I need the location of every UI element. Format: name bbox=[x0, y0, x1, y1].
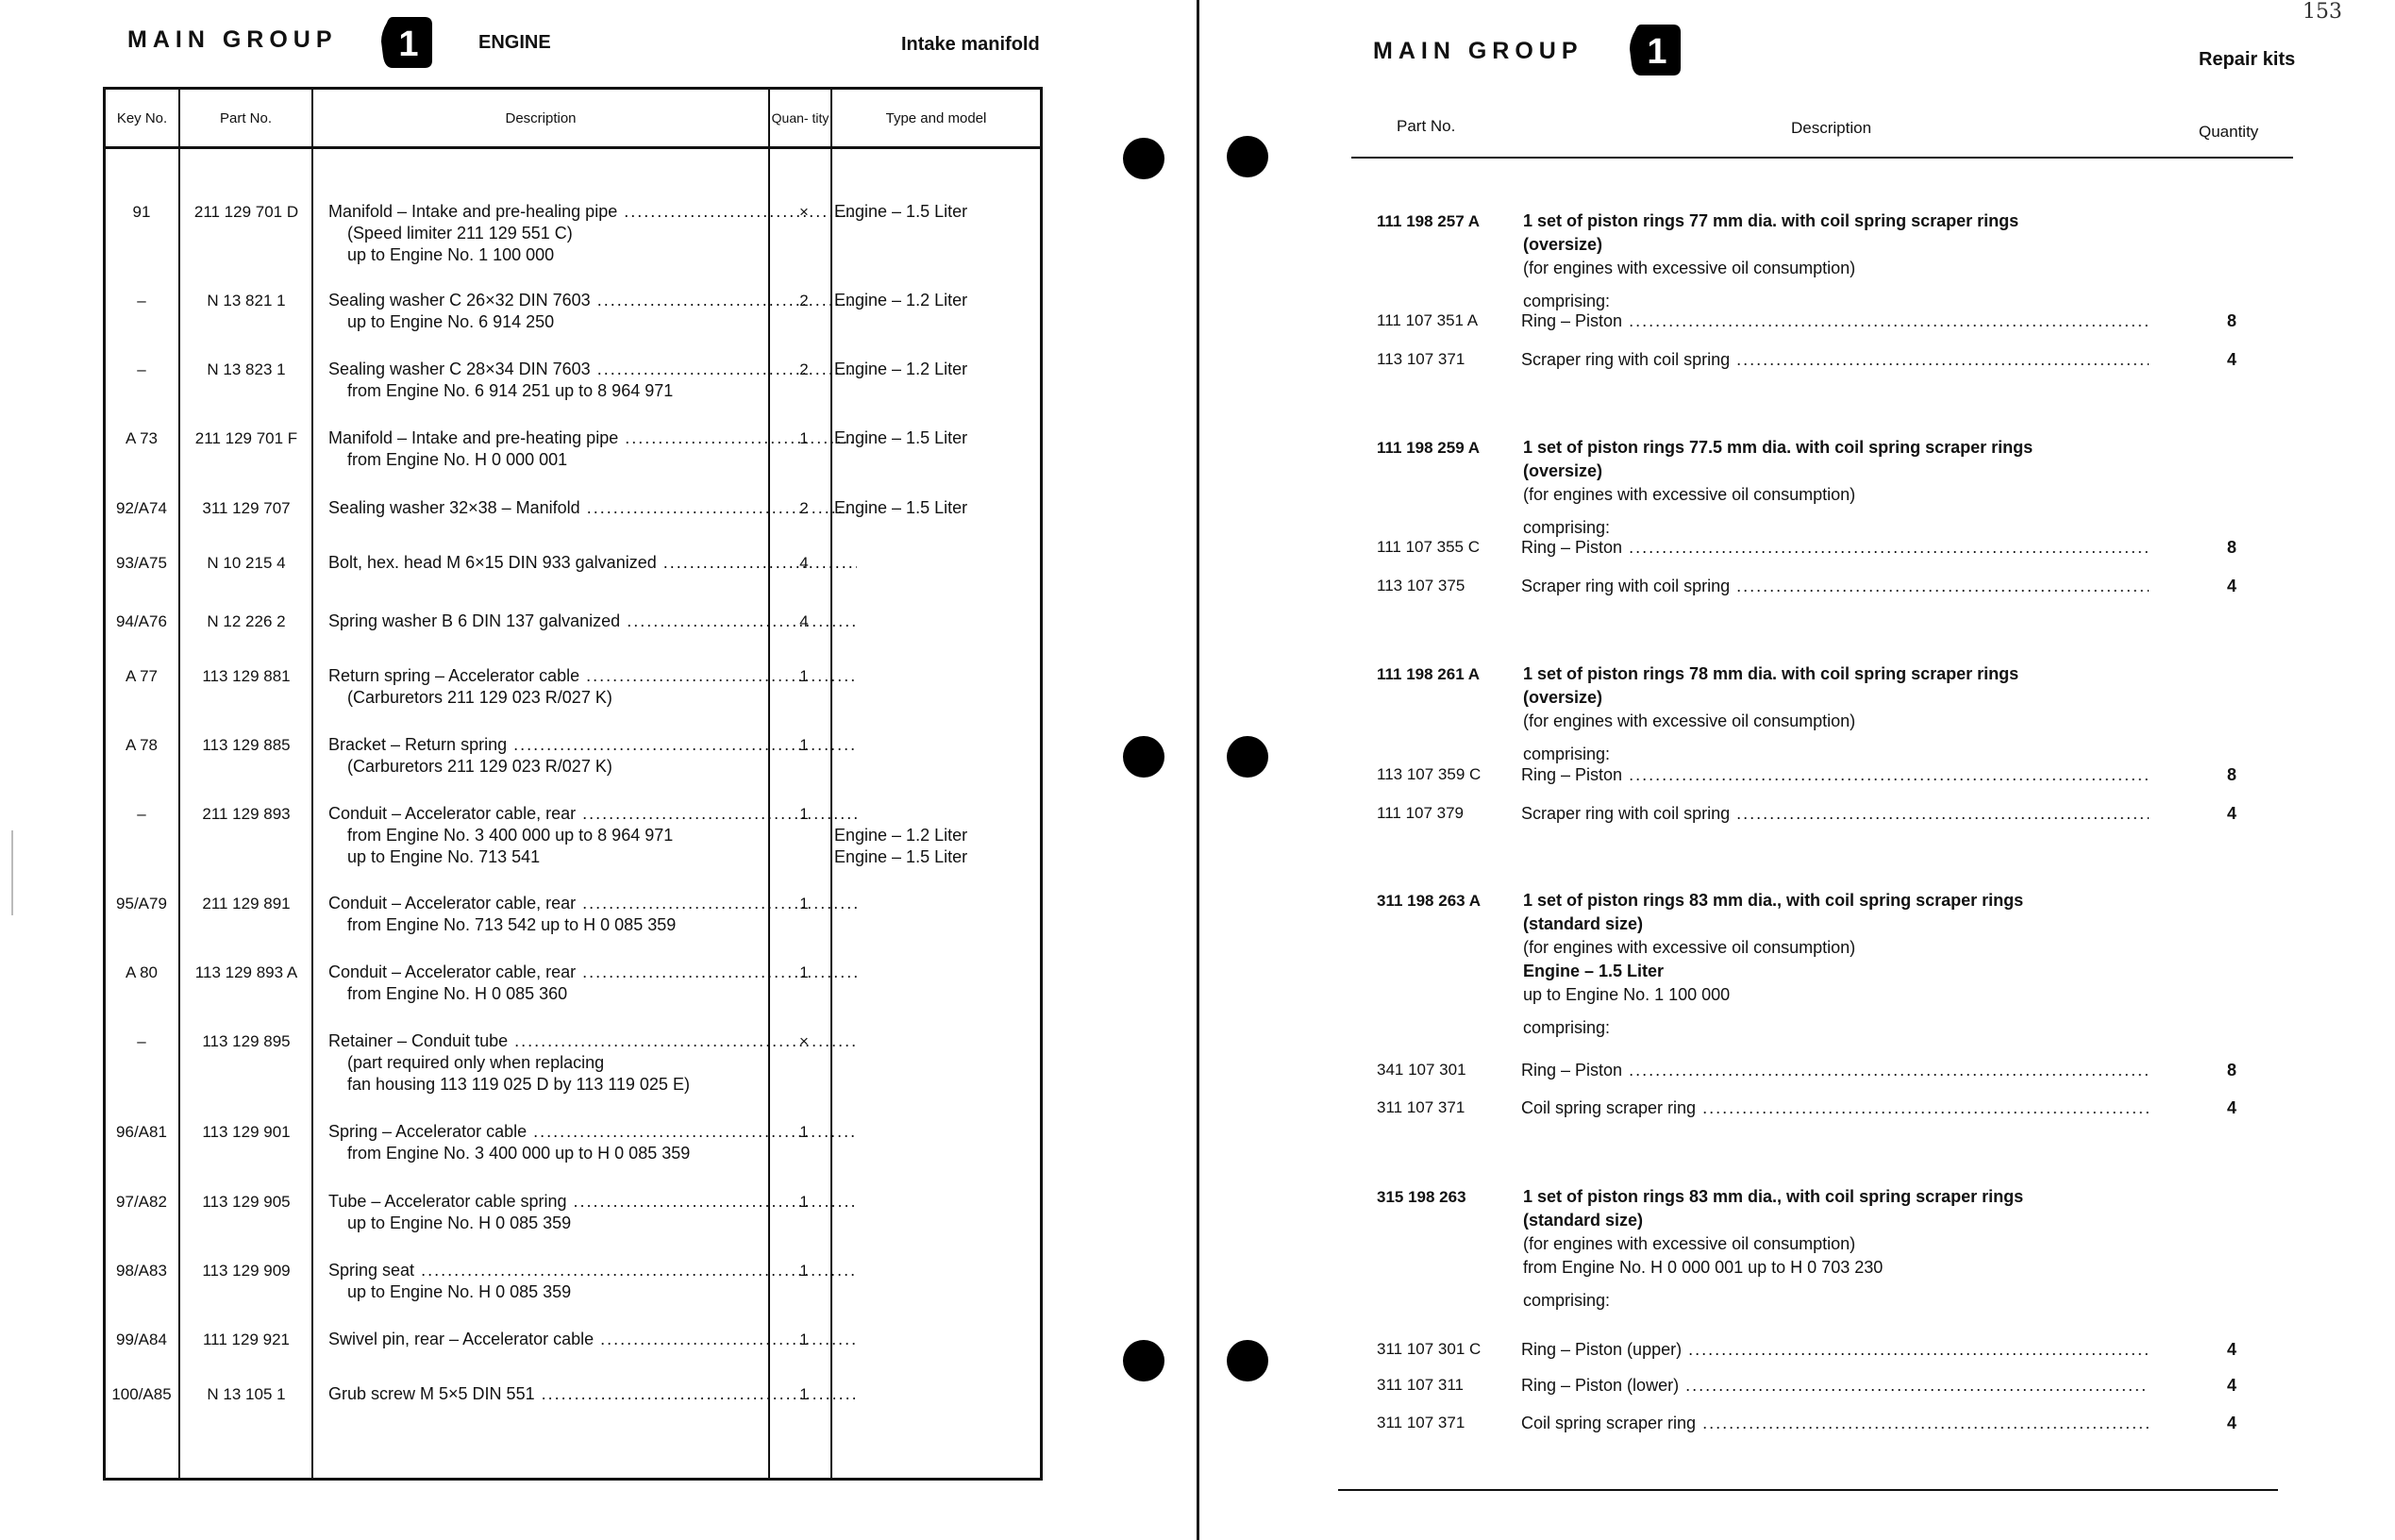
kit-title: 1 set of piston rings 78 mm dia. with coil spring scraper rings (oversize) bbox=[1523, 664, 2019, 707]
type-model-line: Engine – 1.5 Liter bbox=[834, 498, 968, 517]
description-note: up to Engine No. 713 541 bbox=[347, 847, 541, 866]
description-main: Return spring – Accelerator cable ..... bbox=[328, 665, 857, 687]
key-no: A 78 bbox=[125, 736, 159, 754]
item-quantity: 4 bbox=[2226, 1340, 2236, 1359]
type-model-line: Engine – 1.5 Liter bbox=[834, 847, 968, 866]
quantity: 1 bbox=[799, 1262, 809, 1280]
type-model bbox=[834, 825, 1032, 868]
part-no: N 12 226 2 bbox=[207, 612, 286, 630]
kit-part-no: 111 198 261 A bbox=[1377, 665, 1481, 683]
key-no: 99/A84 bbox=[116, 1331, 167, 1348]
item-part-no: 113 107 371 bbox=[1377, 350, 1465, 368]
key-no: 97/A82 bbox=[116, 1193, 167, 1211]
kit-part-no: 111 198 257 A bbox=[1377, 212, 1481, 230]
quantity: 1 bbox=[799, 429, 809, 447]
quantity: 2 bbox=[799, 499, 809, 517]
kit-note: (for engines with excessive oil consumption) bbox=[1523, 711, 1856, 730]
kit-note: up to Engine No. 1 100 000 bbox=[1523, 985, 1731, 1004]
item-description: Scraper ring with coil spring ..... bbox=[1521, 577, 2149, 596]
part-no: 113 129 909 bbox=[202, 1262, 291, 1280]
kit-description bbox=[1523, 1185, 2202, 1313]
kit-comprising: comprising: bbox=[1523, 1291, 1611, 1310]
description-note: from Engine No. 3 400 000 up to 8 964 971 bbox=[347, 826, 674, 845]
item-part-no: 111 107 351 A bbox=[1377, 311, 1479, 329]
description-note: up to Engine No. H 0 085 359 bbox=[347, 1214, 572, 1232]
item-part-no: 111 107 379 bbox=[1377, 804, 1465, 822]
kit-part-no: 111 198 259 A bbox=[1377, 439, 1481, 457]
kit-note: (for engines with excessive oil consumption) bbox=[1523, 259, 1856, 277]
binder-hole bbox=[1227, 136, 1268, 177]
part-no: 211 129 891 bbox=[202, 895, 291, 912]
part-no: N 13 821 1 bbox=[207, 292, 286, 310]
item-description: Ring – Piston ..... bbox=[1521, 765, 2149, 785]
item-part-no: 311 107 371 bbox=[1377, 1098, 1465, 1116]
part-no: 113 129 893 A bbox=[194, 963, 298, 981]
key-no: 95/A79 bbox=[116, 895, 167, 912]
kit-part-no: 311 198 263 A bbox=[1377, 892, 1481, 910]
kit-note: (for engines with excessive oil consumption) bbox=[1523, 1234, 1856, 1253]
description-main: Sealing washer 32×38 – Manifold ..... bbox=[328, 497, 857, 519]
description-note: up to Engine No. H 0 085 359 bbox=[347, 1282, 572, 1301]
type-model-line: Engine – 1.5 Liter bbox=[834, 202, 968, 221]
item-quantity: 8 bbox=[2226, 1061, 2236, 1080]
quantity: 1 bbox=[799, 736, 809, 754]
type-model-line: Engine – 1.2 Liter bbox=[834, 826, 968, 845]
item-description: Coil spring scraper ring ..... bbox=[1521, 1414, 2149, 1433]
type-model bbox=[834, 201, 1032, 223]
type-model-line: Engine – 1.5 Liter bbox=[834, 428, 968, 447]
part-no: N 13 105 1 bbox=[207, 1385, 286, 1403]
description-main: Conduit – Accelerator cable, rear ..... bbox=[328, 962, 857, 983]
item-quantity: 4 bbox=[2226, 1098, 2236, 1117]
quantity: × bbox=[799, 1032, 809, 1050]
description-main: Spring washer B 6 DIN 137 galvanized ..... bbox=[328, 611, 857, 632]
col-quantity-right: Quantity bbox=[2199, 123, 2259, 141]
col-quantity: Quan- tity bbox=[771, 109, 829, 126]
kit-description bbox=[1523, 436, 2202, 540]
key-no: 100/A85 bbox=[111, 1385, 172, 1403]
type-model bbox=[834, 359, 1032, 380]
col-key-no: Key No. bbox=[116, 109, 168, 126]
item-quantity: 8 bbox=[2226, 311, 2236, 330]
part-no: 311 129 707 bbox=[202, 499, 291, 517]
section-title-right: Repair kits bbox=[2199, 49, 2296, 70]
key-no: 91 bbox=[132, 203, 151, 221]
item-quantity: 4 bbox=[2226, 350, 2236, 369]
description-note: up to Engine No. 6 914 250 bbox=[347, 312, 555, 331]
part-no: 211 129 893 bbox=[202, 805, 291, 823]
kit-comprising: comprising: bbox=[1523, 292, 1611, 310]
item-description: Ring – Piston ..... bbox=[1521, 1061, 2149, 1080]
description-main: Retainer – Conduit tube ..... bbox=[328, 1030, 857, 1052]
col-description-right: Description bbox=[1791, 119, 1872, 137]
quantity: 1 bbox=[799, 963, 809, 981]
part-no: N 13 823 1 bbox=[207, 360, 286, 378]
description-main: Tube – Accelerator cable spring ..... bbox=[328, 1191, 857, 1213]
kit-comprising: comprising: bbox=[1523, 745, 1611, 763]
description-main: Spring – Accelerator cable ..... bbox=[328, 1121, 857, 1143]
description-main: Swivel pin, rear – Accelerator cable ..... bbox=[328, 1329, 857, 1350]
part-no: 211 129 701 F bbox=[194, 429, 298, 447]
kit-comprising: comprising: bbox=[1523, 1018, 1611, 1037]
description-main: Conduit – Accelerator cable, rear ..... bbox=[328, 803, 857, 825]
description-note: (Speed limiter 211 129 551 C) bbox=[347, 224, 573, 243]
item-part-no: 111 107 355 C bbox=[1377, 538, 1481, 556]
kit-description bbox=[1523, 662, 2202, 766]
part-no: 113 129 885 bbox=[202, 736, 291, 754]
item-description: Ring – Piston ..... bbox=[1521, 538, 2149, 558]
description-note: from Engine No. H 0 000 001 bbox=[347, 450, 568, 469]
kit-title: 1 set of piston rings 77 mm dia. with coil spring scraper rings (oversize) bbox=[1523, 211, 2019, 254]
quantity: 1 bbox=[799, 805, 809, 823]
group-name: ENGINE bbox=[478, 32, 551, 53]
key-no: – bbox=[137, 360, 146, 378]
quantity: 4 bbox=[799, 612, 809, 630]
group-number-badge bbox=[379, 13, 436, 70]
type-model-line: Engine – 1.2 Liter bbox=[834, 360, 968, 378]
quantity: 1 bbox=[799, 895, 809, 912]
type-model-line: Engine – 1.2 Liter bbox=[834, 291, 968, 310]
binder-hole bbox=[1123, 1340, 1164, 1381]
parts-table bbox=[103, 87, 1043, 1481]
col-part-no-right: Part No. bbox=[1397, 117, 1456, 135]
part-no: 113 129 905 bbox=[202, 1193, 291, 1211]
group-number: 1 bbox=[1647, 32, 1667, 72]
item-quantity: 8 bbox=[2226, 765, 2236, 784]
description-note: from Engine No. 3 400 000 up to H 0 085 359 bbox=[347, 1144, 691, 1163]
binder-hole bbox=[1123, 138, 1164, 179]
key-no: – bbox=[137, 805, 146, 823]
kit-title: 1 set of piston rings 77.5 mm dia. with coil spring scraper rings (oversize) bbox=[1523, 438, 2034, 480]
description-note: up to Engine No. 1 100 000 bbox=[347, 245, 555, 264]
item-description: Ring – Piston ..... bbox=[1521, 311, 2149, 331]
quantity: 1 bbox=[799, 1193, 809, 1211]
kit-note: (for engines with excessive oil consumption) bbox=[1523, 485, 1856, 504]
col-type-model: Type and model bbox=[885, 109, 987, 126]
header-rule bbox=[1351, 157, 2293, 159]
item-quantity: 4 bbox=[2226, 577, 2236, 595]
description-main: Manifold – Intake and pre-healing pipe ..... bbox=[328, 201, 857, 223]
item-part-no: 113 107 375 bbox=[1377, 577, 1465, 594]
item-quantity: 4 bbox=[2226, 804, 2236, 823]
description-main: Manifold – Intake and pre-heating pipe ..... bbox=[328, 427, 857, 449]
col-description: Description bbox=[505, 109, 577, 126]
type-model bbox=[834, 497, 1032, 519]
part-no: 113 129 895 bbox=[202, 1032, 291, 1050]
item-quantity: 4 bbox=[2226, 1376, 2236, 1395]
type-model bbox=[834, 290, 1032, 311]
kit-description bbox=[1523, 209, 2202, 313]
description-note: (part required only when replacing bbox=[347, 1053, 605, 1072]
quantity: 2 bbox=[799, 292, 809, 310]
section-title: Intake manifold bbox=[901, 34, 1040, 55]
description-main: Sealing washer C 28×34 DIN 7603 ..... bbox=[328, 359, 857, 380]
kit-description bbox=[1523, 889, 2202, 1040]
part-no: 113 129 901 bbox=[202, 1123, 291, 1141]
part-no: 113 129 881 bbox=[202, 667, 291, 685]
page-number: 153 bbox=[2303, 0, 2342, 24]
type-model bbox=[834, 427, 1032, 449]
description-note: (Carburetors 211 129 023 R/027 K) bbox=[347, 688, 612, 707]
kit-note: Engine – 1.5 Liter bbox=[1523, 962, 1665, 980]
key-no: A 77 bbox=[125, 667, 159, 685]
part-no: N 10 215 4 bbox=[207, 554, 286, 572]
item-part-no: 113 107 359 C bbox=[1377, 765, 1482, 783]
item-description: Ring – Piston (lower) ..... bbox=[1521, 1376, 2149, 1396]
description-note: from Engine No. 6 914 251 up to 8 964 971 bbox=[347, 381, 674, 400]
item-quantity: 8 bbox=[2226, 538, 2236, 557]
key-no: 92/A74 bbox=[116, 499, 167, 517]
item-description: Scraper ring with coil spring ..... bbox=[1521, 350, 2149, 370]
key-no: 96/A81 bbox=[116, 1123, 167, 1141]
description-note: (Carburetors 211 129 023 R/027 K) bbox=[347, 757, 612, 776]
key-no: A 73 bbox=[125, 429, 159, 447]
main-group-label: MAIN GROUP bbox=[127, 26, 338, 53]
binder-hole bbox=[1123, 736, 1164, 778]
col-part-no: Part No. bbox=[219, 109, 273, 126]
quantity: × bbox=[799, 203, 809, 221]
description-note: fan housing 113 119 025 D by 113 119 025 E) bbox=[347, 1075, 690, 1094]
main-group-label-right: MAIN GROUP bbox=[1373, 38, 1583, 64]
part-no: 211 129 701 D bbox=[193, 203, 299, 221]
description-main: Conduit – Accelerator cable, rear ..... bbox=[328, 893, 857, 914]
description-main: Bolt, hex. head M 6×15 DIN 933 galvanized ..... bbox=[328, 552, 857, 574]
description-main: Bracket – Return spring ..... bbox=[328, 734, 857, 756]
description-main: Spring seat ..... bbox=[328, 1260, 857, 1281]
quantity: 4 bbox=[799, 554, 809, 572]
item-description: Scraper ring with coil spring ..... bbox=[1521, 804, 2149, 824]
page-divider bbox=[1197, 0, 1199, 1540]
item-description: Ring – Piston (upper) ..... bbox=[1521, 1340, 2149, 1360]
key-no: A 80 bbox=[125, 963, 159, 981]
group-number-badge-right bbox=[1628, 21, 1684, 77]
item-part-no: 311 107 371 bbox=[1377, 1414, 1465, 1431]
item-quantity: 4 bbox=[2226, 1414, 2236, 1432]
key-no: 94/A76 bbox=[116, 612, 167, 630]
quantity: 1 bbox=[799, 1385, 809, 1403]
kit-note: from Engine No. H 0 000 001 up to H 0 703 230 bbox=[1523, 1258, 1884, 1277]
kit-note: (for engines with excessive oil consumption) bbox=[1523, 938, 1856, 957]
quantity: 1 bbox=[799, 1331, 809, 1348]
quantity: 2 bbox=[799, 360, 809, 378]
group-number: 1 bbox=[398, 25, 419, 64]
kit-part-no: 315 198 263 bbox=[1377, 1188, 1466, 1206]
key-no: 98/A83 bbox=[116, 1262, 167, 1280]
kit-title: 1 set of piston rings 83 mm dia., with coil spring scraper rings (standard size) bbox=[1523, 891, 2024, 933]
key-no: 93/A75 bbox=[116, 554, 167, 572]
item-part-no: 311 107 311 bbox=[1377, 1376, 1465, 1394]
item-description: Coil spring scraper ring ..... bbox=[1521, 1098, 2149, 1118]
part-no: 111 129 921 bbox=[202, 1331, 290, 1348]
kit-comprising: comprising: bbox=[1523, 518, 1611, 537]
binder-hole bbox=[1227, 1340, 1268, 1381]
key-no: – bbox=[137, 1032, 146, 1050]
item-part-no: 311 107 301 C bbox=[1377, 1340, 1482, 1358]
page-edge-mark bbox=[11, 830, 13, 915]
description-main: Sealing washer C 26×32 DIN 7603 ..... bbox=[328, 290, 857, 311]
footer-rule bbox=[1338, 1489, 2278, 1491]
description-main: Grub screw M 5×5 DIN 551 ..... bbox=[328, 1383, 857, 1405]
binder-hole bbox=[1227, 736, 1268, 778]
kit-title: 1 set of piston rings 83 mm dia., with coil spring scraper rings (standard size) bbox=[1523, 1187, 2024, 1230]
quantity: 1 bbox=[799, 1123, 809, 1141]
description-note: from Engine No. 713 542 up to H 0 085 359 bbox=[347, 915, 677, 934]
description-note: from Engine No. H 0 085 360 bbox=[347, 984, 568, 1003]
item-part-no: 341 107 301 bbox=[1377, 1061, 1466, 1079]
key-no: – bbox=[137, 292, 146, 310]
quantity: 1 bbox=[799, 667, 809, 685]
